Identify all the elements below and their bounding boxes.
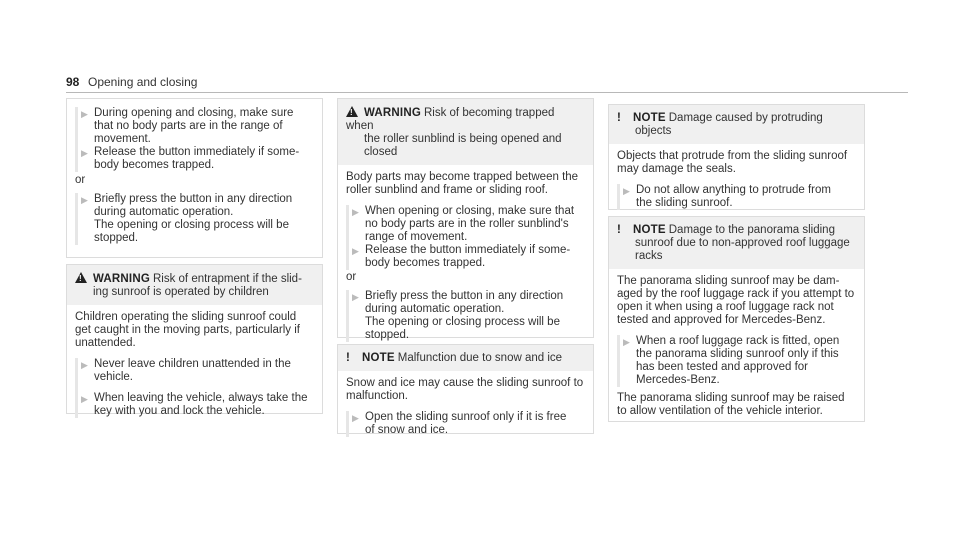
note-label: NOTE bbox=[633, 224, 666, 236]
warning-header: !WARNING Risk of entrapment if the slid- ing sunroof is operated by children bbox=[67, 265, 322, 305]
page-header bbox=[66, 74, 908, 93]
note-box: ! NOTE Damage to the panorama sliding sunroof due to non-approved roof luggage racks The panorama sliding sunroof may be dam- aged by the roof luggage rack if you attempt to open it when using a roof luggage rack not tested and approved for Mercedes-Benz. ▶ When a roof luggage rack is fitted, open the panorama sliding sunroof only if this has been tested and approved for Mercedes-Benz. The panorama sliding sunroof may be raised to allow ventilation of the vehicle interior. bbox=[608, 216, 865, 422]
note-header bbox=[338, 345, 593, 371]
step-list bbox=[75, 193, 314, 245]
list-item: ▶ Briefly press the button in any direction during automatic operation. The opening or closing process will be stopped. bbox=[352, 290, 564, 341]
arrow-right-icon: ▶ bbox=[623, 186, 630, 196]
warning-label: WARNING bbox=[93, 273, 150, 285]
note-header: ! NOTE Damage to the panorama sliding sunroof due to non-approved roof luggage racks bbox=[609, 217, 864, 269]
arrow-right-icon: ▶ bbox=[352, 246, 359, 256]
arrow-right-icon: ▶ bbox=[81, 109, 88, 119]
warning-box: !WARNING Risk of becoming trapped when the roller sunblind is being opened and closed Body parts may become trapped between the roller sunblind and frame or sliding roof. ▶ When opening or closing, make sure that no body parts are in the roller sunblind's range of movement. ▶ Release the button immediately if some- body becomes trapped. or ▶ Briefly press the button in any direction during automatic operation. The opening or closing process will be stopped. bbox=[337, 98, 594, 338]
note-box: ! NOTE Malfunction due to snow and ice Snow and ice may cause the sliding sunroof to malfunction. ▶ Open the sliding sunroof only if it is free of snow and ice. bbox=[337, 344, 594, 434]
instruction-box bbox=[66, 98, 323, 258]
arrow-right-icon: ▶ bbox=[81, 148, 88, 158]
step-list bbox=[346, 411, 585, 437]
step-list bbox=[75, 107, 314, 172]
note-title: Damage to the panorama sliding bbox=[668, 224, 835, 236]
arrow-right-icon: ▶ bbox=[352, 207, 359, 217]
list-item: ▶ Release the button immediately if some- body becomes trapped. bbox=[81, 146, 300, 171]
step-list bbox=[617, 335, 856, 387]
list-item: ▶ Open the sliding sunroof only if it is free of snow and ice. bbox=[352, 411, 567, 436]
or-text: or bbox=[346, 271, 357, 283]
notice-icon: ! bbox=[617, 224, 621, 236]
list-item: ▶ When opening or closing, make sure that no body parts are in the roller sunblind's range of movement. bbox=[352, 205, 575, 243]
warning-icon bbox=[346, 106, 358, 117]
arrow-right-icon: ▶ bbox=[81, 394, 88, 404]
note-header: ! NOTE Damage caused by protruding objects bbox=[609, 105, 864, 144]
list-item: ▶ During opening and closing, make sure that no body parts are in the range of movement. bbox=[81, 107, 294, 145]
note-title: Damage caused by protruding bbox=[668, 112, 823, 124]
arrow-right-icon: ▶ bbox=[352, 292, 359, 302]
arrow-right-icon: ▶ bbox=[623, 337, 630, 347]
list-item: ▶ When leaving the vehicle, always take the key with you and lock the vehicle. bbox=[81, 392, 308, 417]
step-list bbox=[346, 290, 585, 342]
note-label: NOTE bbox=[362, 352, 395, 364]
list-item: ▶ Never leave children unattended in the vehicle. bbox=[81, 358, 291, 383]
note-box: ! NOTE Damage caused by protruding objects Objects that protrude from the sliding sunroof may damage the seals. ▶ Do not allow anything to protrude from the sliding sunroof. bbox=[608, 104, 865, 210]
warning-icon bbox=[75, 272, 87, 283]
step-list bbox=[346, 205, 585, 270]
arrow-right-icon: ▶ bbox=[81, 195, 88, 205]
warning-header: !WARNING Risk of becoming trapped when the roller sunblind is being opened and closed bbox=[338, 99, 593, 165]
section-title: Opening and closing bbox=[88, 75, 198, 89]
note-label: NOTE bbox=[633, 112, 666, 124]
list-item: ▶ When a roof luggage rack is fitted, open the panorama sliding sunroof only if this has been tested and approved for Mercedes-Benz. bbox=[623, 335, 840, 386]
warning-title: Risk of becoming trapped when bbox=[346, 107, 555, 132]
notice-icon: ! bbox=[617, 112, 621, 124]
warning-title: Risk of entrapment if the slid- bbox=[152, 273, 302, 285]
arrow-right-icon: ▶ bbox=[352, 413, 359, 423]
list-item: ▶ Briefly press the button in any direction during automatic operation. The opening or closing process will be stopped. bbox=[81, 193, 293, 244]
or-text: or bbox=[75, 174, 86, 186]
warning-label: WARNING bbox=[364, 107, 421, 119]
step-list bbox=[617, 184, 856, 210]
warning-box: !WARNING Risk of entrapment if the slid- ing sunroof is operated by children Children operating the sliding sunroof could get caught in the moving parts, particularly if unattended. ▶ Never leave children unattended in the vehicle. ▶ When leaving the vehicle, always take the key with you and lock the vehicle. bbox=[66, 264, 323, 414]
page-number: 98 bbox=[66, 75, 80, 89]
note-title: Malfunction due to snow and ice bbox=[397, 352, 563, 364]
list-item: ▶ Release the button immediately if some- body becomes trapped. bbox=[352, 244, 571, 269]
list-item: ▶ Do not allow anything to protrude from the sliding sunroof. bbox=[623, 184, 831, 209]
step-list bbox=[75, 358, 314, 418]
notice-icon: ! bbox=[346, 352, 350, 364]
arrow-right-icon: ▶ bbox=[81, 360, 88, 370]
